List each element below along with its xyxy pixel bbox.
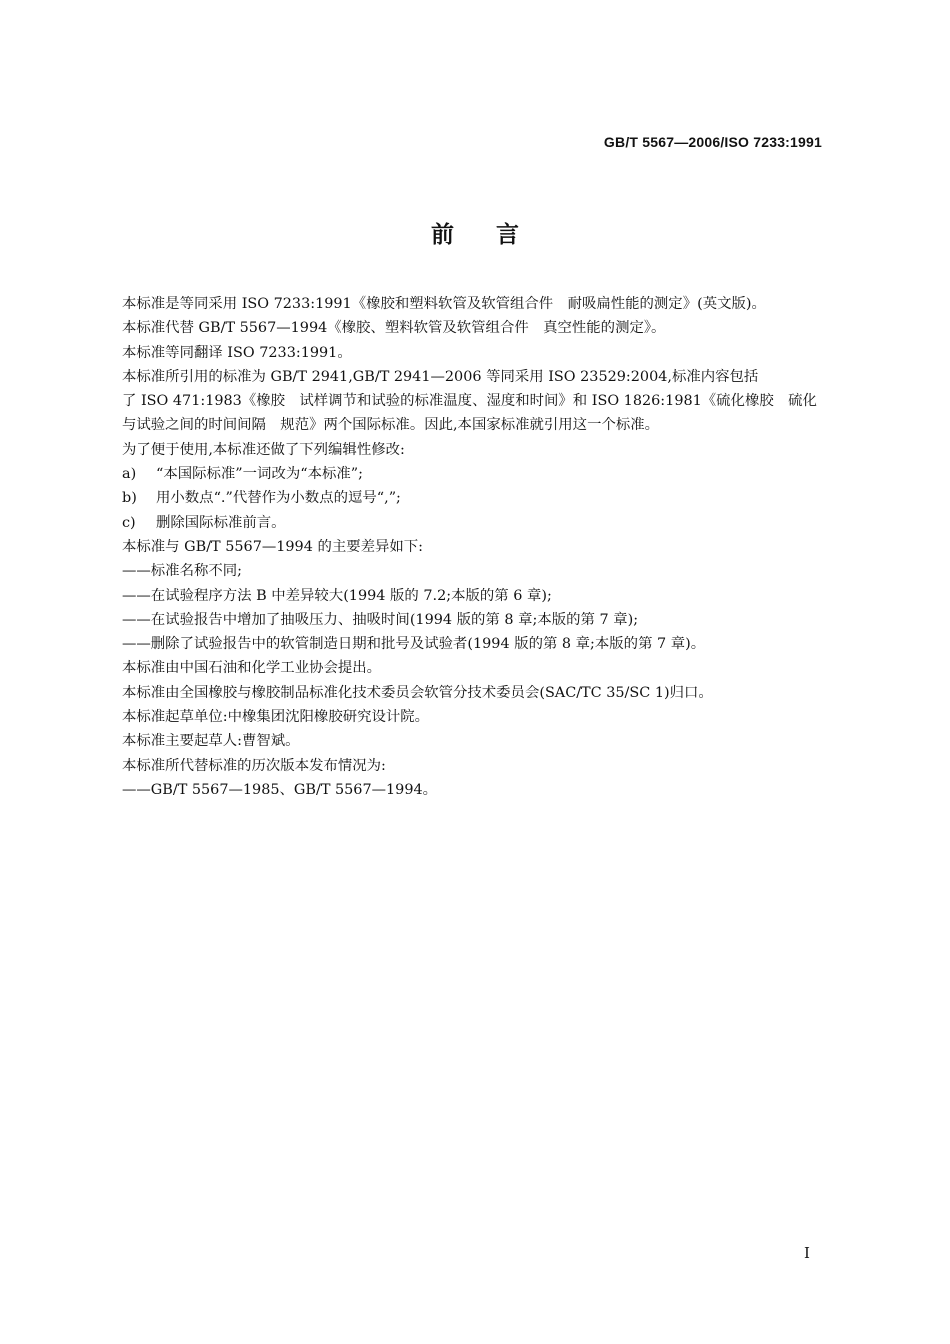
list-item-text: 删除国际标准前言。 <box>156 514 286 531</box>
list-item-text: “本国际标准”一词改为“本标准”; <box>156 466 363 483</box>
standard-code: GB/T 5567—2006/ISO 7233:1991 <box>603 134 822 150</box>
list-marker: a) <box>122 466 137 483</box>
paragraph-line: 本标准是等同采用 ISO 7233:1991《橡胶和塑料软管及软管组合件 耐吸扁性能的测定》(英文版)。 <box>122 296 766 312</box>
foreword-body <box>122 292 830 802</box>
paragraph-line: 本标准等同翻译 ISO 7233:1991。 <box>122 344 352 361</box>
closing-line: ——GB/T 5567—1985、GB/T 5567—1994。 <box>122 781 438 798</box>
paragraph-line: 与试验之间的时间间隔 规范》两个国际标准。因此,本国家标准就引用这一个标准。 <box>122 417 660 434</box>
closing-line: 本标准主要起草人:曹智斌。 <box>122 733 300 750</box>
paragraph-line: 了 ISO 471:1983《橡胶 试样调节和试验的标准温度、湿度和时间》和 ISO 1826:1981《硫化橡胶 硫化 <box>122 393 817 410</box>
paragraph-line: 本标准代替 GB/T 5567—1994《橡胶、塑料软管及软管组合件 真空性能的测定》。 <box>122 320 666 337</box>
page-number: I <box>804 1244 810 1262</box>
page-title: 前言 <box>431 222 561 248</box>
closing-line: 本标准所代替标准的历次版本发布情况为: <box>122 757 386 774</box>
paragraph-line: 为了便于使用,本标准还做了下列编辑性修改: <box>122 441 405 458</box>
differences-intro: 本标准与 GB/T 5567—1994 的主要差异如下: <box>122 538 424 555</box>
closing-line: 本标准由中国石油和化学工业协会提出。 <box>122 660 382 677</box>
difference-item: ——在试验程序方法 B 中差异较大(1994 版的 7.2;本版的第 6 章); <box>122 587 552 604</box>
difference-item: ——删除了试验报告中的软管制造日期和批号及试验者(1994 版的第 8 章;本版的第 7 章)。 <box>122 636 706 653</box>
list-marker: c) <box>122 514 136 531</box>
closing-line: 本标准由全国橡胶与橡胶制品标准化技术委员会软管分技术委员会(SAC/TC 35/SC 1)归口。 <box>122 684 713 701</box>
difference-item: ——在试验报告中增加了抽吸压力、抽吸时间(1994 版的第 8 章;本版的第 7 章); <box>122 611 639 628</box>
paragraph-line: 本标准所引用的标准为 GB/T 2941,GB/T 2941—2006 等同采用 ISO 23529:2004,标准内容包括 <box>122 368 759 385</box>
edit-list-item <box>122 462 830 486</box>
edit-list-item <box>122 511 830 535</box>
edit-list-item <box>122 486 830 510</box>
difference-item: ——标准名称不同; <box>122 563 242 580</box>
list-marker: b) <box>122 490 137 507</box>
closing-line: 本标准起草单位:中橡集团沈阳橡胶研究设计院。 <box>122 709 430 726</box>
list-item-text: 用小数点“.”代替作为小数点的逗号“,”; <box>156 490 401 507</box>
